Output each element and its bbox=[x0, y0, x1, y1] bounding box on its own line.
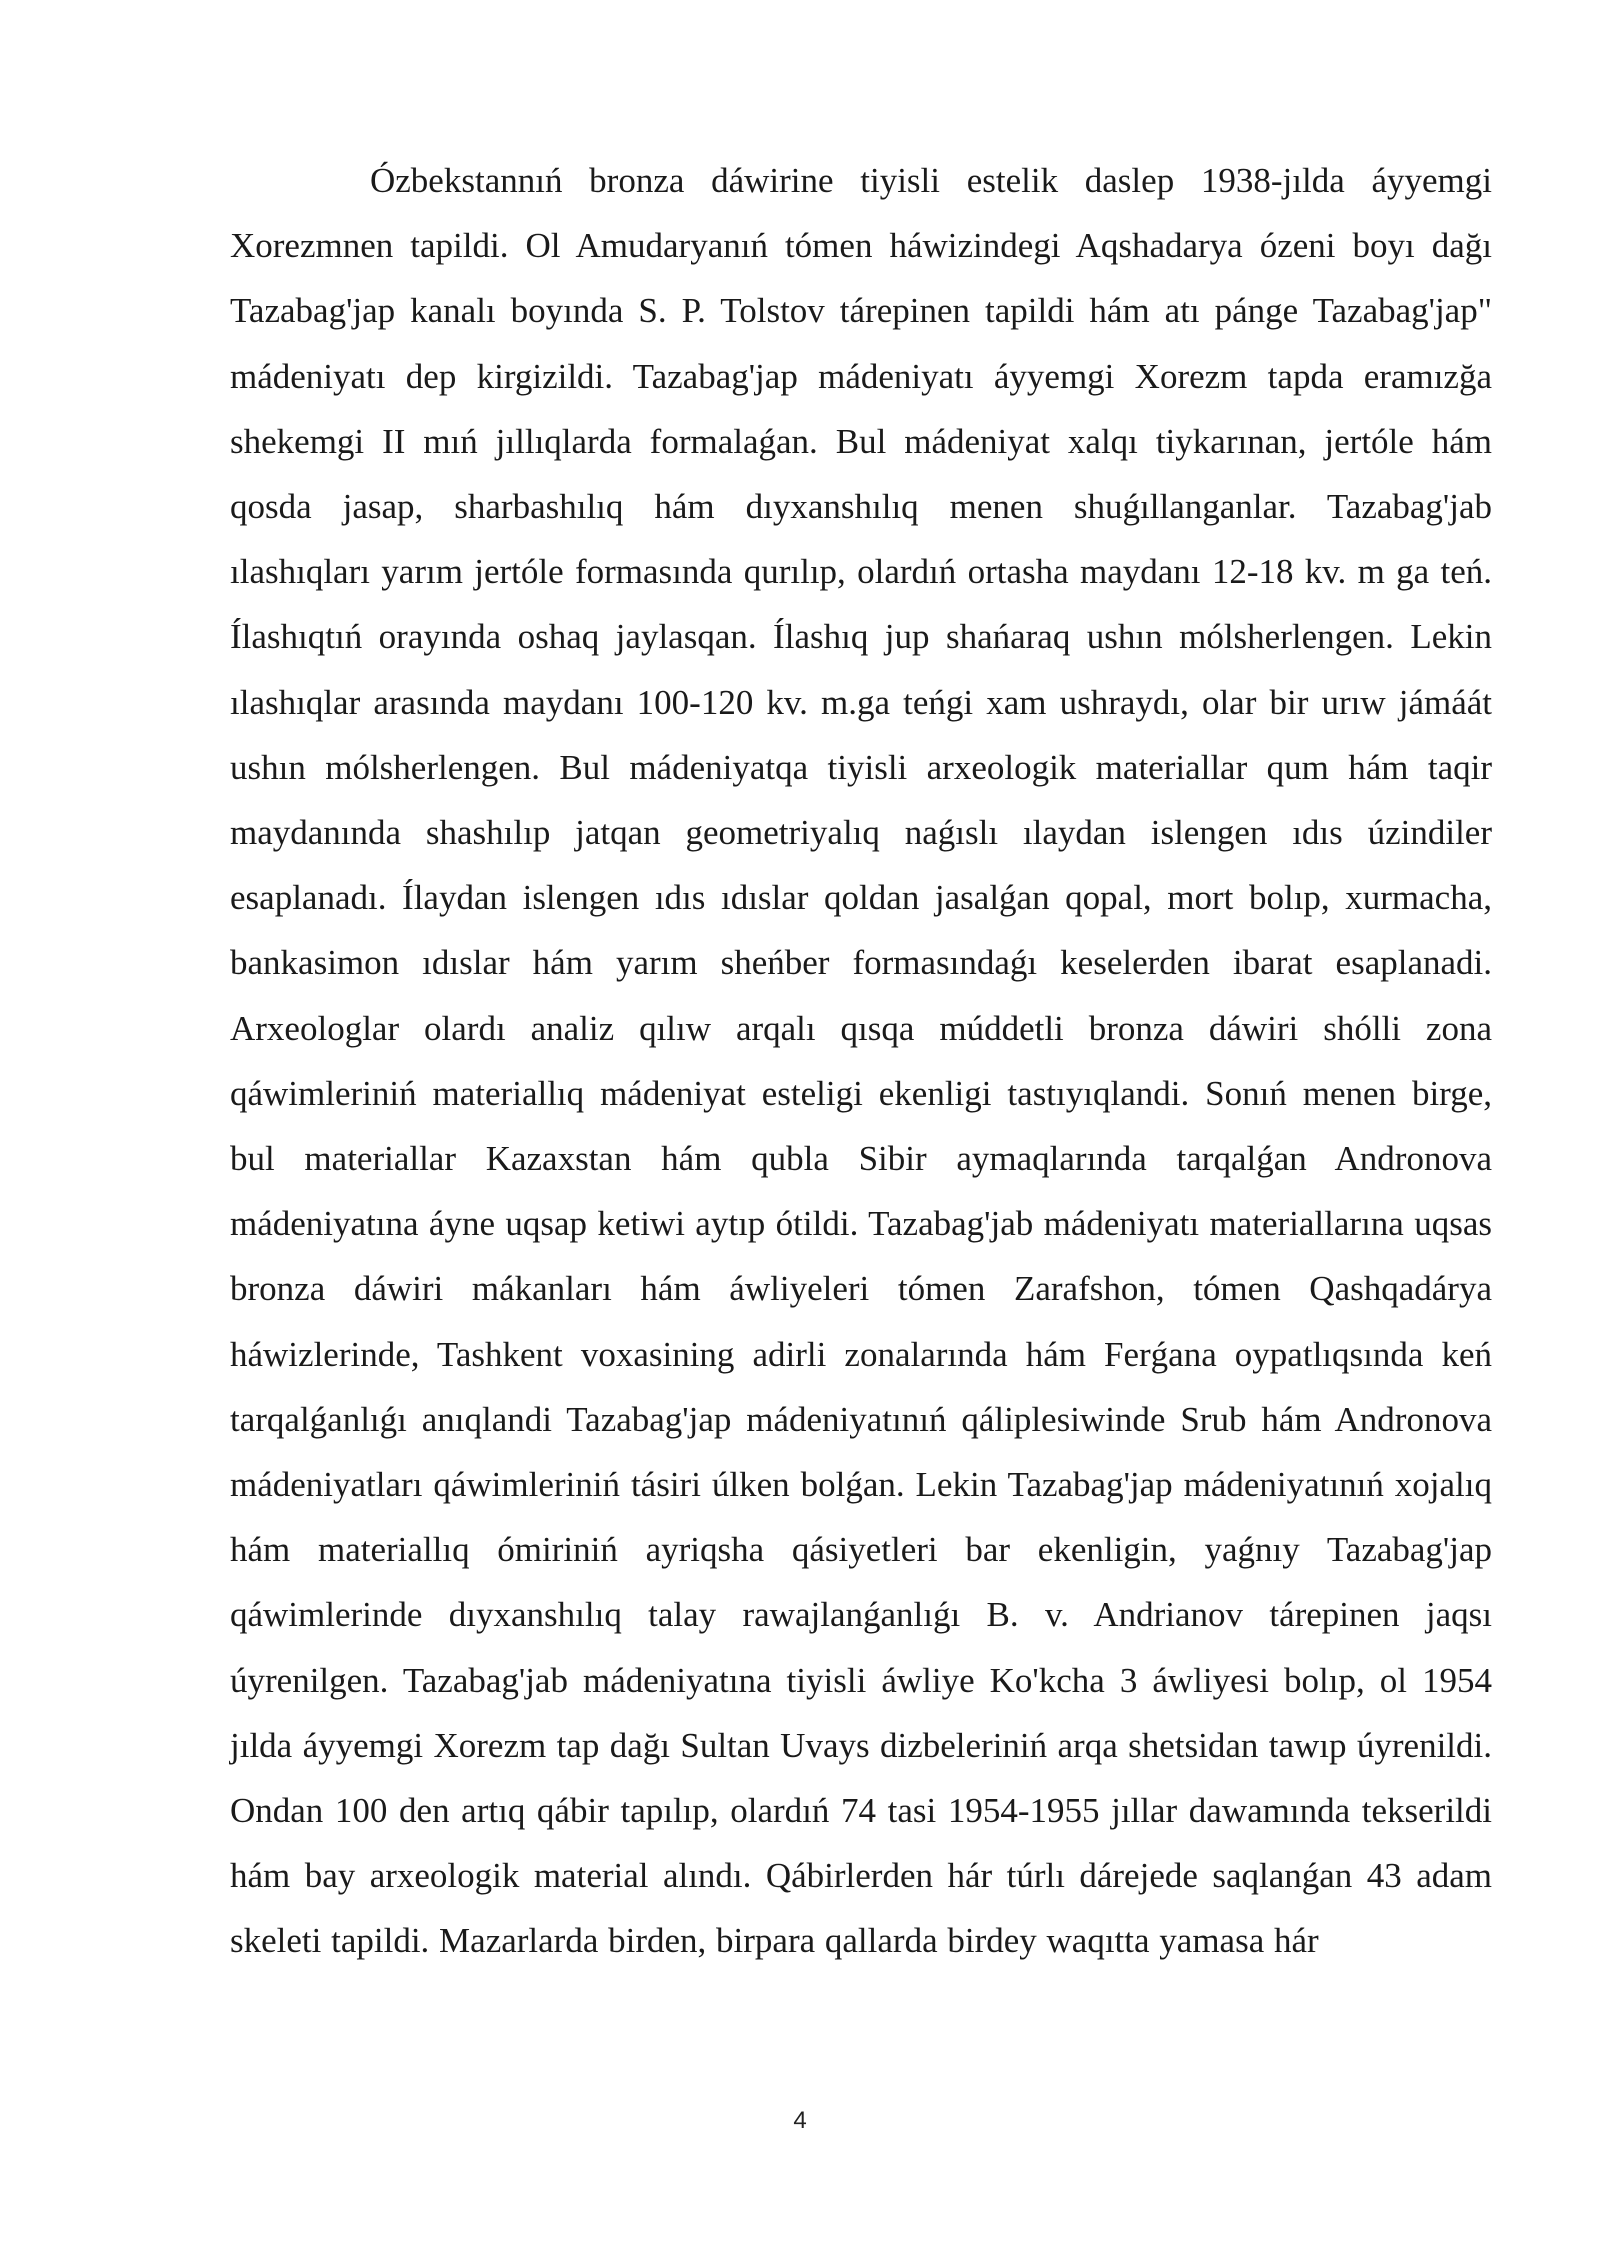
page-number: 4 bbox=[793, 2107, 807, 2134]
body-paragraph: Ózbekstannıń bronza dáwirine tiyisli estelik daslep 1938-jılda áyyemgi Xorezmnen tapildi. Ol Amudaryanıń tómen háwizindegi Aqshadarya ózeni boyı dağı Tazabag'jap kanalı boyında S. P. Tolstov tárepinen tapildi hám atı pánge Tazabag'jap" mádeniyatı dep kirgizildi. Tazabag'jap mádeniyatı áyyemgi Xorezm tapda eramızğa shekemgi II mıń jıllıqlarda formalaǵan. Bul mádeniyat xalqı tiykarınan, jertóle hám qosda jasap, sharbashılıq hám dıyxanshılıq menen shuǵıllanganlar. Tazabag'jab ılashıqları yarım jertóle formasında qurılıp, olardıń ortasha maydanı 12-18 kv. m ga teń. Ílashıqtıń orayında oshaq jaylasqan. Ílashıq jup shańaraq ushın mólsherlengen. Lekin ılashıqlar arasında maydanı 100-120 kv. m.ga teńgi xam ushraydı, olar bir urıw jámáát ushın mólsherlengen. Bul mádeniyatqa tiyisli arxeologik materiallar qum hám taqir maydanında shashılıp jatqan geometriyalıq naǵıslı ılaydan islengen ıdıs úzindiler esaplanadı. Ílaydan islengen ıdıs ıdıslar qoldan jasalǵan qopal, mort bolıp, xurmacha, bankasimon ıdıslar hám yarım sheńber formasındaǵı keselerden ibarat esaplanadi. Arxeologlar olardı analiz qılıw arqalı qısqa múddetli bronza dáwiri shólli zona qáwimleriniń materiallıq mádeniyat esteligi ekenligi tastıyıqlandi. Sonıń menen birge, bul materiallar Kazaxstan hám qubla Sibir aymaqlarında tarqalǵan Andronova mádeniyatına áyne uqsap ketiwi aytıp ótildi. Tazabag'jab mádeniyatı materiallarına uqsas bronza dáwiri mákanları hám áwliyeleri tómen Zarafshon, tómen Qashqadárya háwizlerinde, Tashkent voxasining adirli zonalarında hám Ferǵana oypatlıqsında keń tarqalǵanlıǵı anıqlandi Tazabag'jap mádeniyatınıń qáliplesiwinde Srub hám Andronova mádeniyatları qáwimleriniń tásiri úlken bolǵan. Lekin Tazabag'jap mádeniyatınıń xojalıq hám materiallıq ómiriniń ayriqsha qásiyetleri bar ekenligin, yaǵnıy Tazabag'jap qáwimlerinde dıyxanshılıq talay rawajlanǵanlıǵı B. v. Andrianov tárepinen jaqsı úyrenilgen. Tazabag'jab mádeniyatına tiyisli áwliye Ko'kcha 3 áwliyesi bolıp, ol 1954 jılda áyyemgi Xorezm tap dağı Sultan Uvays dizbeleriniń arqa shetsidan tawıp úyrenildi. Ondan 100 den artıq qábir tapılıp, olardıń 74 tasi 1954-1955 jıllar dawamında tekserildi hám bay arxeologik material alındı. Qábirlerden hár túrlı dárejede saqlanǵan 43 adam skeleti tapildi. Mazarlarda birden, birpara qallarda birdey waqıtta yamasa hár bbox=[230, 161, 1492, 1961]
